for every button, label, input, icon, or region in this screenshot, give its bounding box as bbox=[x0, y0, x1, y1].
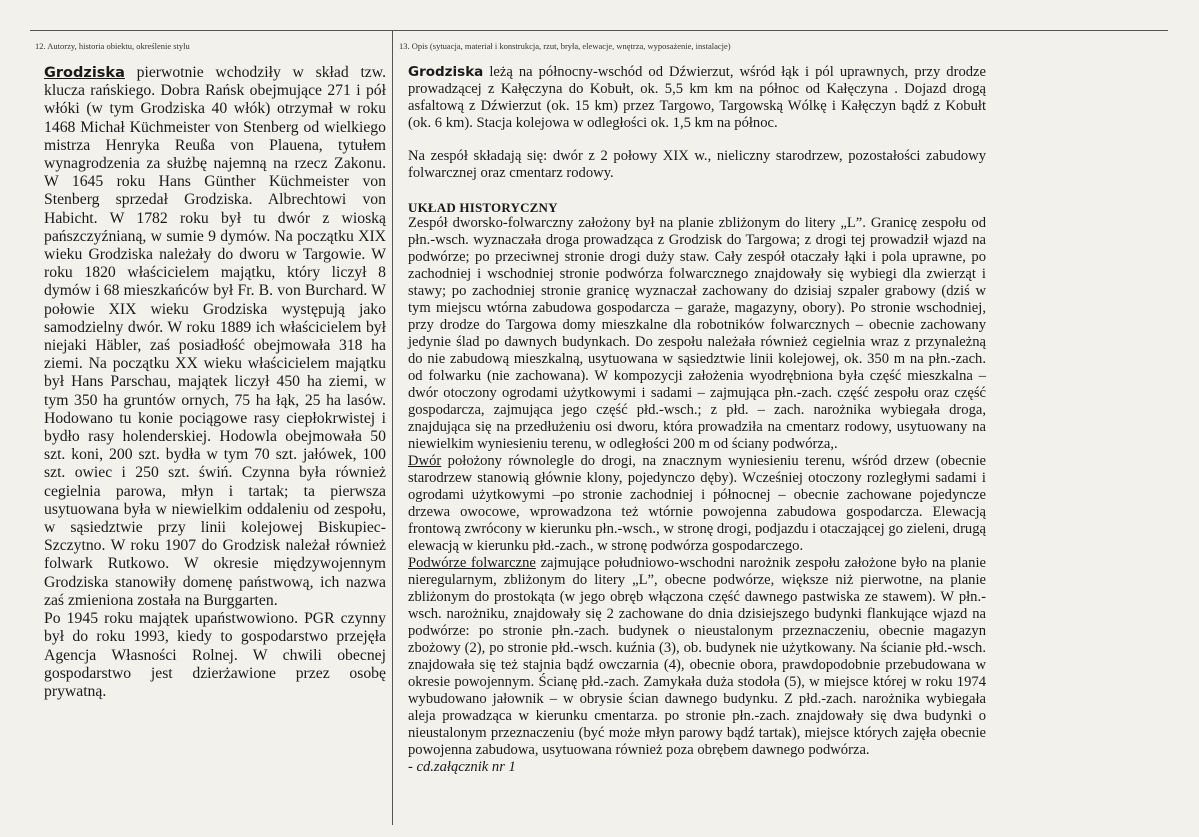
manor-lead-word: Dwór bbox=[408, 453, 442, 469]
history-paragraph-2: Po 1945 roku majątek upaństwowiono. PGR czynny był do roku 1993, kiedy to gospodarstwo przejęła Agencja Własności Rolnej. W chwili obecnej gospodarstwo jest dzierżawione przez osobę prywatną. bbox=[44, 610, 386, 700]
description-column bbox=[408, 64, 986, 776]
manor-paragraph bbox=[408, 453, 986, 555]
manor-paragraph-text: położony równolegle do drogi, na znacznym wyniesieniu terenu, wśród drzew (obecnie starodrzew stanowią głównie klony, pojedynczo dęby). Wcześniej otoczony rozległymi sadami i ogrodami użytkowymi –po stronie zachodniej i północnej – obecnie zachowane pojedyncze drzewa owocowe, wprowadzona też wtórnie powojenna zabudowa gospodarcza. Elewacją frontową zwrócony w kierunku płn.-wsch., w stronę drogi, podjazdu i otaczającej go zieleni, drugą elewacją w kierunku płd.-zach., w stronę podwórza gospodarczego. bbox=[408, 453, 986, 554]
farmyard-paragraph-text: zajmujące południowo-wschodni narożnik zespołu założone było na planie nieregularnym, zbliżonym do litery „L”, obecne podwórze, większe niż pierwotne, na planie zbliżonym do prostokąta (w jego obręb włączona część dawnego pastwiska ze stawem). W płn.-wsch. narożniku, znajdowały się 2 zachowane do dnia dzisiejszego budynki flankujące wjazd na podwórze: po stronie płn.-zach. budynek o nieustalonym przeznaczeniu, obecnie magazyn zbożowy (2), po stronie płd.-wsch. kuźnia (3), ob. budynek nie użytkowany. Na ścianie płd.-wsch. znajdowała się też stajnia bądź owczarnia (4), obecnie obora, prawdopodobnie przebudowana w okresie powojennym. Ścianę płd.-zach. Zamykała duża stodoła (5), w miejsce której w roku 1974 wybudowano jałownik – w obrysie ścian dawnego budynku. Z płd.-zach. narożnika wybiegała aleja prowadząca w kierunku cmentarza. po stronie płn.-zach. znajdowały się dwa budynki o nieustalonym przeznaczeniu (być może młyn parowy bądź tartak), miejsce których zajęła obecnie powojenna zabudowa, usytuowana również poza obrębem dawnego podwórza. bbox=[408, 555, 986, 758]
history-paragraph-1 bbox=[44, 64, 386, 610]
location-lead-word: Grodziska bbox=[408, 64, 484, 80]
layout-paragraph: Zespół dworsko-folwarczny założony był na planie zbliżonym do litery „L”. Granicę zespołu od płn.-wsch. wyznaczała droga prowadząca z Grodzisk do Targowa; z drogi tej prowadził wjazd na podwórze; po przeciwnej stronie drogi duży staw. Cały zespół otaczały łąki i pola uprawne, po zachodniej i wschodniej stronie podwórza folwarcznego znajdowały się wybiegi dla zwierząt i stawy; po zachodniej stronie granicę wyznaczał zachowany do dzisiaj szpaler grabowy (dziś w tym miejscu wtórna zabudowa gospodarcza – garaże, magazyny, obory). Po stronie wschodniej, przy drodze do Targowa domy mieszkalne dla robotników folwarcznych – obecnie zachowany jedynie ślad po dawnych budynkach. Do zespołu należała również cegielnia wraz z przynależną do nie zabudową mieszkalną, usytuowana w sąsiedztwie linii kolejowej, ok. 350 m na płn.-zach. od folwarku (nie zachowana). W kompozycji założenia wyodrębniona była część mieszkalna – dwór otoczony ogrodami użytkowymi i sadami – zajmująca płn.-zach. część zespołu oraz część gospodarcza, zajmująca jego część płd.-wsch.; z płd. – zach. narożnika wybiegała droga, znajdująca się na przedłużeniu osi dworu, która prowadziła na cmentarz rodowy, usytuowany na niewielkim wyniesieniu terenu, w odległości 200 m od ściany podwórza,. bbox=[408, 215, 986, 452]
right-column-header: 13. Opis (sytuacja, materiał i konstrukcja, rzut, bryła, elewacje, wnętrza, wyposażenie, instalacje) bbox=[399, 41, 731, 51]
history-column bbox=[44, 64, 386, 701]
location-paragraph-text: leżą na północny-wschód od Dźwierzut, wśród łąk i pól uprawnych, przy drodze prowadzącej z Kałęczyna do Kobułt, ok. 5,5 km km na północ od Kałęczyna . Dojazd drogą asfaltową z Dźwierzut (ok. 15 km) przez Targowo, Targowską Wólkę i Kałęczyn bądź z Kobułt (ok. 6 km). Stacja kolejowa w odległości ok. 1,5 km na północ. bbox=[408, 64, 986, 131]
history-lead-word: Grodziska bbox=[44, 65, 125, 81]
history-paragraph-1-text: pierwotnie wchodziły w skład tzw. klucza rańskiego. Dobra Rańsk obejmujące 271 i pół włóki (w tym Grodziska 40 włók) otrzymał w roku 1468 Michał Küchmeister von Stenberg od wielkiego mistrza Henryka Reußa von Plauena, tytułem wynagrodzenia za służbę najemną na rzecz Zakonu. W 1645 roku Hans Günther Küchmeister von Stenberg sprzedał Grodziska. Albrechtowi von Habicht. W 1782 roku był tu dwór z wioską pańszczyźnianą, w sumie 9 dymów. Na początku XIX wieku Grodziska należały do dworu w Targowie. W roku 1820 właścicielem majątku, który liczył 8 dymów i 68 mieszkańców był Fr. B. von Burchard. W połowie XIX wieku Grodziska występują jako samodzielny dwór. W roku 1889 ich właścicielem był niejaki Häbler, zaś posiadłość obejmowała 318 ha ziemi. Na początku XX wieku właścicielem majątku był Hans Parschau, majątek liczył 450 ha ziemi, w tym 350 ha gruntów ornych, 75 ha łąk, 25 ha lasów. Hodowano tu konie pociągowe rasy ciepłokrwistej i bydło rasy holenderskiej. Hodowla obejmowała 50 szt. koni, 200 szt. bydła w tym 70 szt. jałówek, 100 szt. owiec i 250 szt. świń. Czynna była również cegielnia parowa, młyn i tartak; ta pierwsza usytuowana była w niewielkim oddaleniu od zespołu, w sąsiedztwie przy linii kolejowej Biskupiec-Szczytno. W roku 1907 do Grodzisk należał również folwark Rutkowo. W okresie międzywojennym Grodziska stanowiły domenę państwową, ich nazwa zaś zmieniona została na Burggarten. bbox=[44, 64, 386, 609]
continuation-note: - cd.załącznik nr 1 bbox=[408, 759, 516, 775]
left-header-rule bbox=[30, 30, 392, 31]
location-paragraph bbox=[408, 64, 986, 132]
right-header-rule bbox=[393, 30, 1168, 31]
composition-paragraph: Na zespół składają się: dwór z 2 połowy XIX w., nieliczny starodrzew, pozostałości zabudowy folwarcznej oraz cmentarz rodowy. bbox=[408, 148, 986, 181]
farmyard-lead-word: Podwórze folwarczne bbox=[408, 555, 536, 571]
column-divider bbox=[392, 30, 393, 825]
section-heading: UKŁAD HISTORYCZNY bbox=[408, 200, 558, 215]
left-column-header: 12. Autorzy, historia obiektu, określenie stylu bbox=[35, 41, 190, 51]
farmyard-paragraph bbox=[408, 555, 986, 759]
